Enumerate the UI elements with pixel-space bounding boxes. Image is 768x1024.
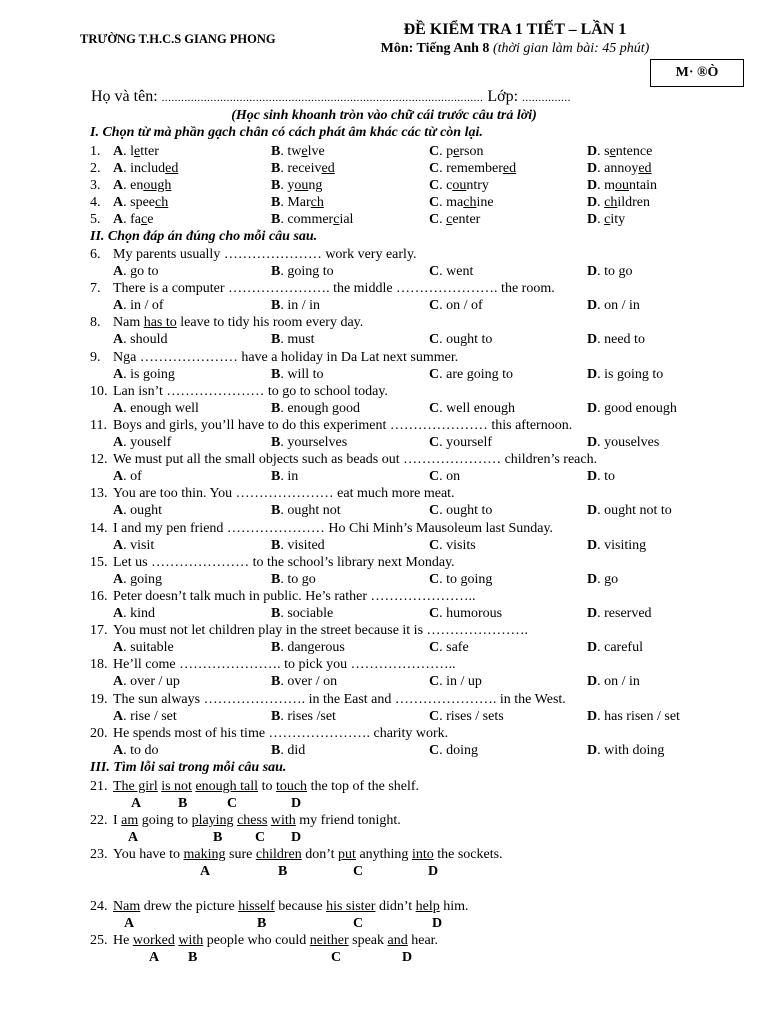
option-b[interactable]: B. received [271,161,335,176]
class-field[interactable]: ............... [522,92,571,104]
question-number: 7. [90,281,101,297]
option-d[interactable]: D. with doing [587,742,665,758]
question-text: You have to making sure children don’t put anything into the sockets. [113,847,503,862]
option-a[interactable]: A. ought [113,503,163,519]
option-c[interactable]: C. safe [429,640,469,656]
option-a[interactable]: A. face [113,212,154,227]
option-b[interactable]: B. did [271,742,306,758]
subject-label: Môn: Tiếng Anh 8 [380,41,490,56]
choice-b[interactable]: B [278,864,288,879]
choice-b[interactable]: B [213,830,223,845]
choice-b[interactable]: B [188,950,198,965]
option-c[interactable]: C. remembered [429,161,517,176]
option-c[interactable]: C. machine [429,195,494,210]
choice-a[interactable]: A [131,796,142,811]
option-b[interactable]: B. commercial [271,212,354,227]
school-name: TRƯỜNG T.H.C.S GIANG PHONG [80,32,276,46]
option-b[interactable]: B. visited [271,537,325,553]
option-b[interactable]: B. sociable [271,606,334,621]
question-number: 22. [90,813,108,828]
option-b[interactable]: B. will to [271,366,324,382]
question-text: The girl is not enough tall to touch the top of the shelf. [113,779,420,794]
question-text: He’ll come …………………. to pick you ………………….. [113,657,456,673]
section-3-heading: III. Tìm lỗi sai trong mỗi câu sau. [90,760,287,775]
option-c[interactable]: C. went [429,264,474,279]
option-a[interactable]: A. kind [113,606,156,621]
question-number: 13. [90,486,108,502]
option-b[interactable]: B. in [271,469,299,485]
question-text: My parents usually ………………… work very early. [113,247,417,262]
option-b[interactable]: B. going to [271,264,334,279]
option-a[interactable]: A. should [113,332,168,348]
option-d[interactable]: D. visiting [587,537,647,553]
option-d[interactable]: D. careful [587,640,643,656]
option-b[interactable]: B. young [271,178,323,193]
option-a[interactable]: A. speech [113,195,169,210]
option-b[interactable]: B. to go [271,571,316,587]
choice-b[interactable]: B [178,796,188,811]
option-d[interactable]: D. good enough [587,400,677,416]
option-a[interactable]: A. to do [113,742,159,758]
option-d[interactable]: D. ought not to [587,503,672,519]
option-b[interactable]: B. over / on [271,674,338,690]
choice-a[interactable]: A [124,916,135,931]
question-text: Peter doesn’t talk much in public. He’s rather ………………….. [113,589,476,604]
question-number: 11. [90,418,107,433]
option-a[interactable]: A. included [113,161,179,176]
option-d[interactable]: D. has risen / set [587,708,680,724]
choice-c[interactable]: C [353,916,364,931]
question-number: 9. [90,349,101,365]
choice-d[interactable]: D [432,916,443,931]
name-field[interactable]: ................................................................................................... [161,92,484,104]
option-d[interactable]: D. city [587,212,626,227]
option-a[interactable]: A. suitable [113,640,174,656]
test-title: ĐỀ KIỂM TRA 1 TIẾT – LẦN 1 [403,21,627,38]
option-c[interactable]: C. ought to [429,503,493,519]
question-number: 1. [90,144,101,159]
option-d[interactable]: D. is going to [587,366,664,382]
question-number: 17. [90,623,108,639]
option-d[interactable]: D. sentence [587,144,653,159]
option-d[interactable]: D. on / in [587,674,640,690]
section-2-heading: II. Chọn đáp án đúng cho mỗi câu sau. [90,229,318,244]
question-number: 6. [90,247,101,262]
question-text: Nam drew the picture hisself because his sister didn’t help him. [113,899,469,914]
question-number: 16. [90,589,108,604]
option-c[interactable]: C. on [429,469,461,485]
option-b[interactable]: B. must [271,332,315,348]
question-number: 2. [90,161,101,176]
question-text: You must not let children play in the street because it is …………………. [113,623,529,639]
choice-d[interactable]: D [402,950,413,965]
option-d[interactable]: D. need to [587,332,645,348]
question-number: 23. [90,847,108,862]
choice-d[interactable]: D [291,830,302,845]
option-c[interactable]: C. well enough [429,400,515,416]
option-b[interactable]: B. enough good [271,400,361,416]
option-c[interactable]: C. are going to [429,366,513,382]
question-number: 25. [90,933,108,948]
option-a[interactable]: A. is going [113,366,175,382]
option-a[interactable]: A. go to [113,264,159,279]
option-b[interactable]: B. yourselves [271,435,348,450]
question-number: 21. [90,779,108,794]
section-1-heading: I. Chọn từ mà phần gạch chân có cách phát âm khác các từ còn lại. [90,125,483,140]
option-d[interactable]: D. youselves [587,435,660,450]
choice-d[interactable]: D [291,796,302,811]
test-code-box: M· ®Ò [650,59,744,87]
option-b[interactable]: B. dangerous [271,640,345,656]
question-number: 5. [90,212,101,227]
instruction-note: (Học sinh khoanh tròn vào chữ cái trước câu trả lời) [231,108,537,123]
question-number: 19. [90,691,108,707]
question-text: You are too thin. You ………………… eat much more meat. [113,486,455,502]
choice-c[interactable]: C [331,950,342,965]
question-number: 18. [90,657,108,673]
question-text: He worked with people who could neither speak and hear. [113,933,439,948]
question-text: He spends most of his time …………………. charity work. [113,725,449,741]
option-c[interactable]: C. to going [429,571,493,587]
option-d[interactable]: D. to go [587,264,633,279]
student-info-line [91,88,571,106]
question-number: 3. [90,178,101,193]
option-a[interactable]: A. letter [113,144,159,159]
option-b[interactable]: B. twelve [271,144,325,159]
option-d[interactable]: D. children [587,195,650,210]
option-a[interactable]: A. visit [113,537,155,553]
choice-d[interactable]: D [428,864,439,879]
question-text: There is a computer …………………. the middle …………………. the room. [113,281,555,297]
subject-line [340,41,690,57]
choice-b[interactable]: B [257,916,267,931]
choice-c[interactable]: C [353,864,364,879]
option-c[interactable]: C. visits [429,537,476,553]
option-d[interactable]: D. reserved [587,606,652,621]
option-c[interactable]: C. person [429,144,484,159]
option-c[interactable]: C. in / up [429,674,482,690]
name-label: Họ và tên: [91,88,158,105]
question-number: 24. [90,899,108,914]
question-text: Let us ………………… to the school’s library next Monday. [113,554,455,570]
question-text: Lan isn’t ………………… to go to school today. [113,383,388,399]
option-a[interactable]: A. over / up [113,674,180,690]
choice-a[interactable]: A [200,864,211,879]
question-text: We must put all the small objects such as beads out ………………… children’s reach. [113,452,598,468]
question-text: Boys and girls, you’ll have to do this experiment ………………… this afternoon. [113,418,573,433]
option-d[interactable]: D. mountain [587,178,658,193]
option-d[interactable]: D. on / in [587,298,640,314]
question-text: Nam has to leave to tidy his room every day. [113,315,364,331]
option-c[interactable]: C. ought to [429,332,493,348]
option-b[interactable]: B. ought not [271,503,341,519]
option-c[interactable]: C. yourself [429,435,493,450]
option-c[interactable]: C. center [429,212,481,227]
question-text: Nga ………………… have a holiday in Da Lat next summer. [113,349,459,365]
option-c[interactable]: C. rises / sets [429,708,504,724]
option-d[interactable]: D. to [587,469,616,485]
choice-c[interactable]: C [255,830,266,845]
time-note: (thời gian làm bài: 45 phút) [492,41,650,56]
class-label: Lớp: [487,88,519,105]
option-a[interactable]: A. enough [113,178,172,193]
option-a[interactable]: A. in / of [113,298,164,314]
option-d[interactable]: D. go [587,571,619,587]
question-text: The sun always …………………. in the East and …………………. in the West. [113,691,566,707]
question-number: 10. [90,383,108,399]
choice-c[interactable]: C [227,796,238,811]
question-number: 4. [90,195,101,210]
option-c[interactable]: C. country [429,178,489,193]
option-c[interactable]: C. humorous [429,606,503,621]
question-text: I and my pen friend ………………… Ho Chi Minh’s Mausoleum last Sunday. [113,520,554,536]
option-a[interactable]: A. of [113,469,142,485]
question-number: 15. [90,554,108,570]
option-b[interactable]: B. in / in [271,298,321,314]
choice-a[interactable]: A [149,950,160,965]
option-a[interactable]: A. rise / set [113,708,177,724]
option-d[interactable]: D. annoyed [587,161,652,176]
question-number: 12. [90,452,108,468]
option-c[interactable]: C. on / of [429,298,483,314]
option-b[interactable]: B. rises /set [271,708,336,724]
question-number: 20. [90,725,108,741]
question-text: I am going to playing chess with my friend tonight. [113,813,401,828]
option-a[interactable]: A. youself [113,435,172,450]
choice-a[interactable]: A [128,830,139,845]
option-c[interactable]: C. doing [429,742,479,758]
question-number: 8. [90,315,101,331]
option-a[interactable]: A. enough well [113,400,199,416]
question-number: 14. [90,520,108,536]
option-b[interactable]: B. March [271,195,324,210]
option-a[interactable]: A. going [113,571,163,587]
